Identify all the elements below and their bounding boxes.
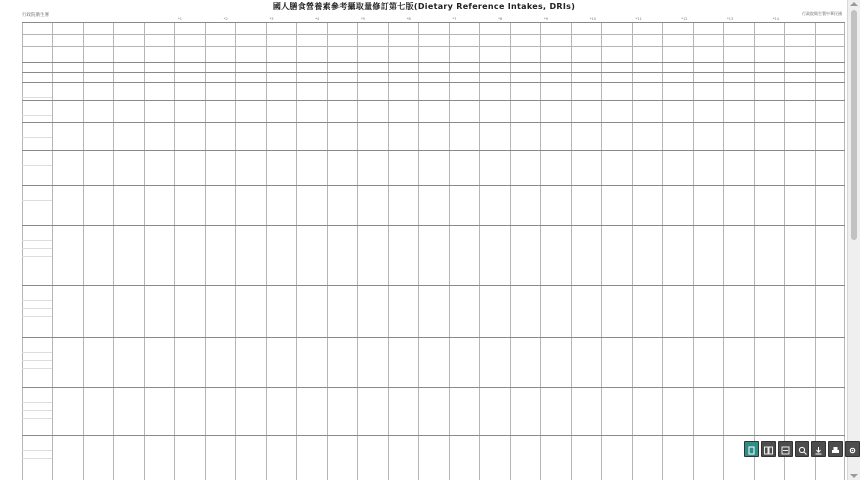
sub-row-rule <box>22 240 52 241</box>
header-rule <box>22 34 845 35</box>
column-rule <box>723 22 724 480</box>
column-rule <box>22 22 23 480</box>
column-rule <box>693 22 694 480</box>
updated-note: 行政院衛生署 <box>22 13 49 18</box>
column-note: *10 <box>589 17 596 21</box>
column-rule <box>235 22 236 480</box>
header-bottom-rule <box>22 62 845 63</box>
row-rule <box>22 150 845 151</box>
column-rule <box>601 22 602 480</box>
two-pages-icon <box>764 440 773 459</box>
column-rule <box>83 22 84 480</box>
column-note: *1 <box>178 17 182 21</box>
two-page-button[interactable] <box>761 441 776 457</box>
column-rule <box>266 22 267 480</box>
column-note: *9 <box>544 17 548 21</box>
sub-row-rule <box>22 300 52 301</box>
fit-width-icon <box>781 440 790 459</box>
sub-row-rule <box>22 200 52 201</box>
column-rule <box>144 22 145 480</box>
sub-row-rule <box>22 248 52 249</box>
column-note: *12 <box>681 17 688 21</box>
header-rule <box>22 46 845 47</box>
column-rule <box>510 22 511 480</box>
viewer-toolbar <box>744 441 860 457</box>
scroll-thumb[interactable] <box>851 10 857 240</box>
row-rule <box>22 185 845 186</box>
column-rule <box>174 22 175 480</box>
page-info: 行政院衛生署中華民國 <box>802 11 842 16</box>
column-rule <box>540 22 541 480</box>
column-rule <box>571 22 572 480</box>
column-rule <box>844 22 845 480</box>
row-rule <box>22 337 845 338</box>
sub-row-rule <box>22 256 52 257</box>
sub-row-rule <box>22 368 52 369</box>
zoom-button[interactable] <box>795 441 810 457</box>
scroll-up-icon[interactable] <box>850 2 858 6</box>
column-rule <box>632 22 633 480</box>
row-rule <box>22 225 845 226</box>
gear-icon <box>848 440 857 459</box>
column-note: *3 <box>269 17 274 21</box>
vertical-scrollbar[interactable] <box>847 0 860 480</box>
scroll-down-icon[interactable] <box>850 474 858 478</box>
row-rule <box>22 387 845 388</box>
column-note: *5 <box>361 17 365 21</box>
column-rule <box>388 22 389 480</box>
sub-row-rule <box>22 458 52 459</box>
print-icon <box>831 440 840 459</box>
column-note: *11 <box>635 17 642 21</box>
sub-row-rule <box>22 360 52 361</box>
row-rule <box>22 435 845 436</box>
table-top-rule <box>22 22 845 23</box>
sub-row-rule <box>22 316 52 317</box>
sub-row-rule <box>22 308 52 309</box>
row-rule <box>22 100 845 101</box>
document-title: 國人膳食營養素參考攝取量修訂第七版(Dietary Reference Intakes, DRIs) <box>272 2 576 11</box>
dri-table <box>22 22 845 480</box>
page-icon <box>747 440 756 459</box>
column-rule <box>815 22 816 480</box>
settings-button[interactable] <box>845 441 860 457</box>
row-rule <box>22 72 845 73</box>
fit-width-button[interactable] <box>778 441 793 457</box>
column-rule <box>479 22 480 480</box>
column-rule <box>449 22 450 480</box>
sub-row-rule <box>22 450 52 451</box>
column-note: *6 <box>406 17 411 21</box>
column-rule <box>784 22 785 480</box>
download-button[interactable] <box>811 441 826 457</box>
column-rule <box>296 22 297 480</box>
column-note: *4 <box>315 17 320 21</box>
single-page-button[interactable] <box>744 441 759 457</box>
download-icon <box>814 440 823 459</box>
column-rule <box>327 22 328 480</box>
row-rule <box>22 122 845 123</box>
sub-row-rule <box>22 137 52 138</box>
sub-row-rule <box>22 115 52 116</box>
column-rule <box>662 22 663 480</box>
print-button[interactable] <box>828 441 843 457</box>
column-note: *2 <box>223 17 228 21</box>
row-rule <box>22 82 845 83</box>
sub-row-rule <box>22 410 52 411</box>
column-note: *8 <box>498 17 503 21</box>
sub-row-rule <box>22 352 52 353</box>
column-note: *13 <box>727 17 734 21</box>
sub-row-rule <box>22 402 52 403</box>
column-rule <box>52 22 53 480</box>
column-note: *7 <box>452 17 457 21</box>
column-rule <box>357 22 358 480</box>
column-note: *14 <box>772 17 779 21</box>
sub-row-rule <box>22 165 52 166</box>
column-rule <box>113 22 114 480</box>
column-rule <box>205 22 206 480</box>
column-rule <box>418 22 419 480</box>
zoom-icon <box>798 440 807 459</box>
sub-row-rule <box>22 97 52 98</box>
column-rule <box>754 22 755 480</box>
row-rule <box>22 285 845 286</box>
sub-row-rule <box>22 418 52 419</box>
